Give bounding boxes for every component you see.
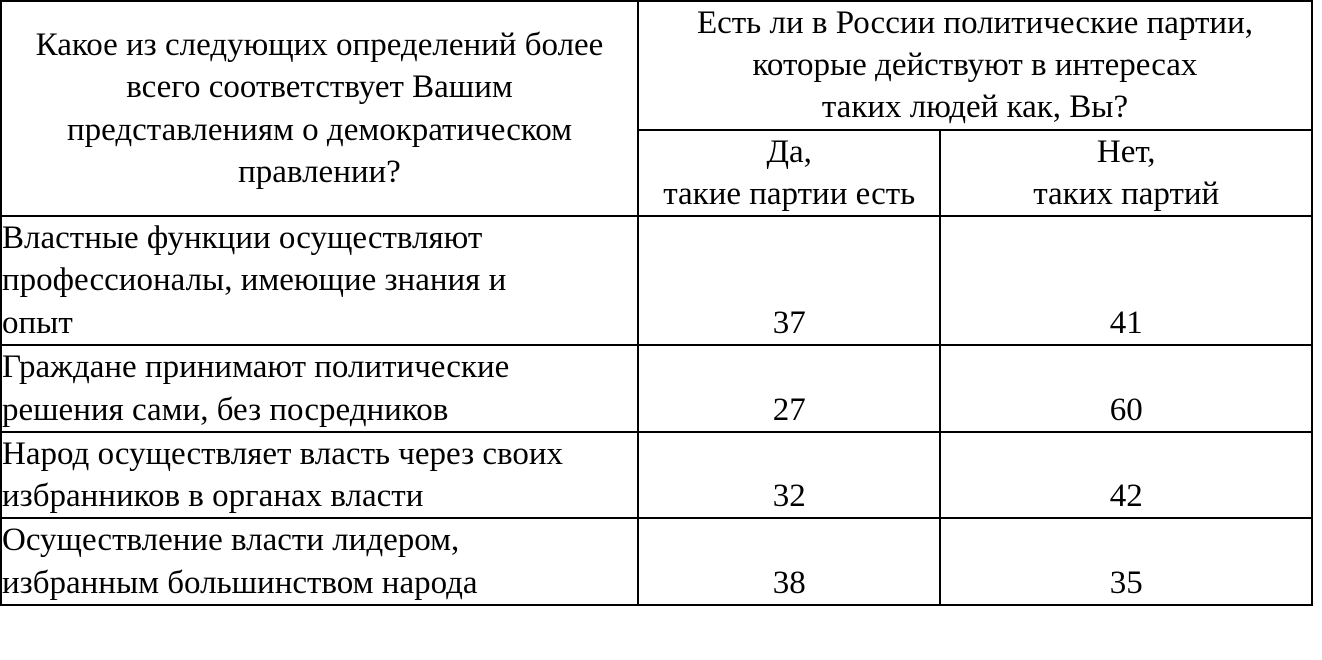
header-row-top	[1, 1, 1312, 130]
group-header-cell	[638, 1, 1312, 130]
value-no: 42	[940, 432, 1312, 518]
table-row	[1, 432, 1312, 518]
table-row	[1, 518, 1312, 604]
row-label: Осуществление власти лидером, избранным большинством народа	[2, 522, 478, 601]
value-yes: 27	[638, 345, 940, 432]
value-no: 41	[940, 216, 1312, 345]
value-yes: 37	[638, 216, 940, 345]
question-header-cell	[1, 1, 638, 216]
table-row	[1, 345, 1312, 432]
row-label: Властные функции осуществляют профессионалы, имеющие знания и опыт	[2, 220, 507, 341]
column-header-yes-text: Да, такие партии есть	[663, 133, 916, 212]
group-header-text: Есть ли в России политические партии, которые действуют в интересах таких людей как, Вы?	[696, 5, 1254, 126]
value-yes: 38	[638, 518, 940, 604]
question-header-text: Какое из следующих определений более всего соответствует Вашим представлениям о демократическом правлении?	[35, 27, 604, 190]
value-no: 60	[940, 345, 1312, 432]
row-label-cell	[1, 216, 638, 345]
table-row	[1, 216, 1312, 345]
column-header-no-text: Нет, таких партий	[1033, 133, 1220, 212]
row-label-cell	[1, 432, 638, 518]
value-yes: 32	[638, 432, 940, 518]
row-label-cell	[1, 518, 638, 604]
column-header-yes	[638, 130, 940, 216]
row-label: Граждане принимают политические решения сами, без посредников	[2, 349, 510, 428]
row-label-cell	[1, 345, 638, 432]
value-no: 35	[940, 518, 1312, 604]
row-label: Народ осуществляет власть через своих избранников в органах власти	[2, 435, 564, 515]
column-header-no	[940, 130, 1312, 216]
